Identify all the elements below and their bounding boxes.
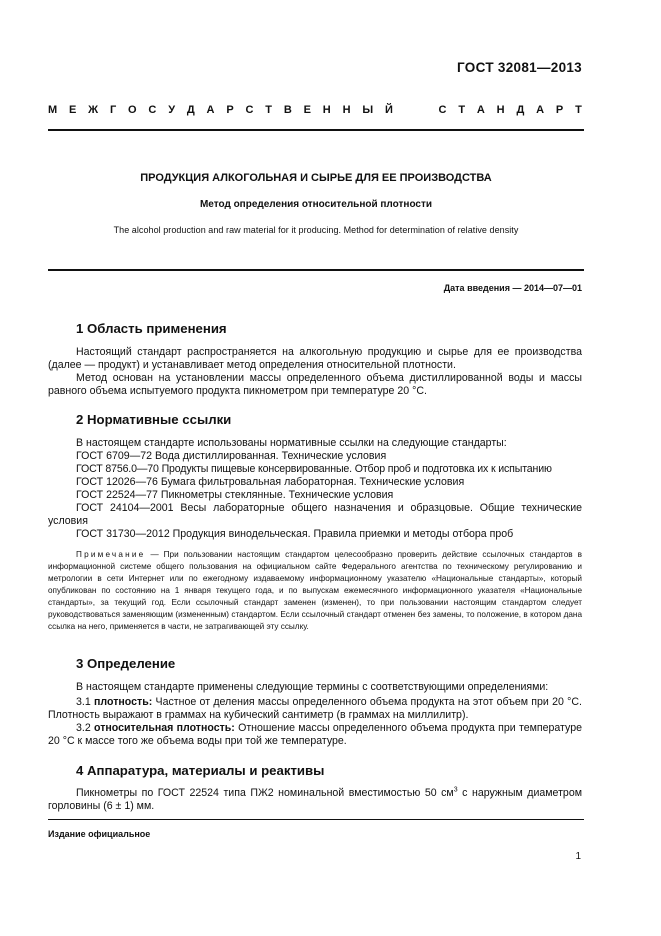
document-title: ПРОДУКЦИЯ АЛКОГОЛЬНАЯ И СЫРЬЕ ДЛЯ ЕЕ ПРОИЗВОДСТВА <box>140 172 492 184</box>
banner-letter: Т <box>575 104 582 116</box>
banner-letter: С <box>438 104 447 116</box>
document-number: ГОСТ 32081—2013 <box>457 60 582 75</box>
term-definition: Отношение массы определенного объема продукта при температуре 20 °С к массе того же объема воды при той же температуре. <box>48 722 582 747</box>
banner-letter: Й <box>384 104 393 116</box>
reference-item: ГОСТ 8756.0—70 Продукты пищевые консервированные. Отбор проб и подготовка их к испытанию <box>76 463 552 475</box>
banner-letter: Н <box>322 104 331 116</box>
term-name: относительная плотность: <box>94 722 235 734</box>
banner-word-gap <box>405 104 427 116</box>
term-definition-1 <box>48 696 582 722</box>
term-number: 3.2 <box>76 722 91 734</box>
banner-letter: А <box>476 104 485 116</box>
banner-letter: Т <box>265 104 273 116</box>
section-1-heading: 1 Область применения <box>76 321 227 336</box>
term-name: плотность: <box>94 696 153 708</box>
section-2-intro: В настоящем стандарте использованы нормативные ссылки на следующие стандарты: <box>76 437 507 449</box>
introduction-date: Дата введения — 2014—07—01 <box>443 283 582 293</box>
edition-label: Издание официальное <box>48 829 151 839</box>
title-divider <box>48 269 584 271</box>
section-1-paragraph-2: Метод основан на установлении массы определенного объема дистиллированной воды и массы равного объема испытуемого продукта пикнометром при температуре 20 °С. <box>48 372 582 397</box>
section-4-heading: 4 Аппаратура, материалы и реактивы <box>76 763 325 778</box>
section-4-paragraph <box>48 787 582 813</box>
banner-letter: Р <box>555 104 564 116</box>
banner-letter: Г <box>109 104 117 116</box>
banner-letter: Д <box>186 104 195 116</box>
banner-letter: Р <box>226 104 234 116</box>
standard-type-banner <box>48 104 582 116</box>
term-definition-2 <box>48 722 582 748</box>
section-3-intro: В настоящем стандарте применены следующие термины с соответствующими определениями: <box>76 681 549 693</box>
banner-letter: В <box>283 104 292 116</box>
banner-letter: Н <box>496 104 505 116</box>
reference-item: ГОСТ 22524—77 Пикнометры стеклянные. Технические условия <box>76 489 394 501</box>
banner-letter: А <box>536 104 545 116</box>
banner-letter: У <box>168 104 176 116</box>
english-title: The alcohol production and raw material for it producing. Method for determination of relative density <box>113 225 519 235</box>
page-number: 1 <box>575 851 581 862</box>
banner-letter: Т <box>458 104 466 116</box>
banner-letter: Ы <box>362 104 374 116</box>
term-definition: Частное от деления массы определенного объема продукта на этот объем при 20 °С. Плотность выражают в граммах на кубический сантиметр (в граммах на миллилитр). <box>48 696 582 721</box>
banner-letter: Е <box>303 104 311 116</box>
superscript: 3 <box>453 786 458 794</box>
banner-letter: С <box>148 104 157 116</box>
reference-item: ГОСТ 31730—2012 Продукция винодельческая. Правила приемки и методы отбора проб <box>76 528 514 540</box>
note-text: — При пользовании настоящим стандартом целесообразно проверить действие ссылочных стандартов в информационной системе общего пользования на официальном сайте Федерального агентства по техническому регулированию и метрологии в сети Интернет или по ежегодному издаваемому информационному указателю «Национальные стандарты», который опубликован по состоянию на 1 января текущего года, и по выпускам ежемесячного информационного указателя «Национальные стандарты», за текущий год. Если ссылочный стандарт заменен (изменен), то при пользовании настоящим стандартом следует руководствоваться заменяющим (измененным) стандартом. Если ссылочный стандарт отменен без замены, то положение, в котором дана ссылка на него, применяется в части, не затрагивающей эту ссылку. <box>48 550 582 631</box>
banner-letter: А <box>206 104 215 116</box>
reference-item: ГОСТ 24104—2001 Весы лабораторные общего назначения и образцовые. Общие технические условия <box>48 502 582 527</box>
paragraph-text: с наружным диаметром горловины (6 ± 1) мм. <box>48 787 583 812</box>
section-1-paragraph-1: Настоящий стандарт распространяется на алкогольную продукцию и сырье для ее производства (далее — продукт) и устанавливает метод определения относительной плотности. <box>48 346 582 371</box>
note-label: Примечание <box>76 550 146 559</box>
banner-letter: О <box>128 104 137 116</box>
header-divider <box>48 129 584 131</box>
section-3-heading: 3 Определение <box>76 656 176 671</box>
reference-item: ГОСТ 6709—72 Вода дистиллированная. Технические условия <box>76 450 387 462</box>
banner-letter: С <box>245 104 254 116</box>
banner-letter: Ж <box>88 104 99 116</box>
paragraph-text: Пикнометры по ГОСТ 22524 типа ПЖ2 номинальной вместимостью 50 см <box>76 787 454 799</box>
document-subtitle: Метод определения относительной плотности <box>199 199 433 210</box>
banner-letter: Е <box>69 104 77 116</box>
term-number: 3.1 <box>76 696 91 708</box>
footer-divider <box>48 819 584 820</box>
banner-letter: М <box>48 104 58 116</box>
reference-item: ГОСТ 12026—76 Бумага фильтровальная лабораторная. Технические условия <box>76 476 465 488</box>
section-2-note <box>48 549 582 633</box>
section-2-heading: 2 Нормативные ссылки <box>76 412 232 427</box>
banner-letter: Д <box>516 104 525 116</box>
banner-letter: Н <box>342 104 351 116</box>
